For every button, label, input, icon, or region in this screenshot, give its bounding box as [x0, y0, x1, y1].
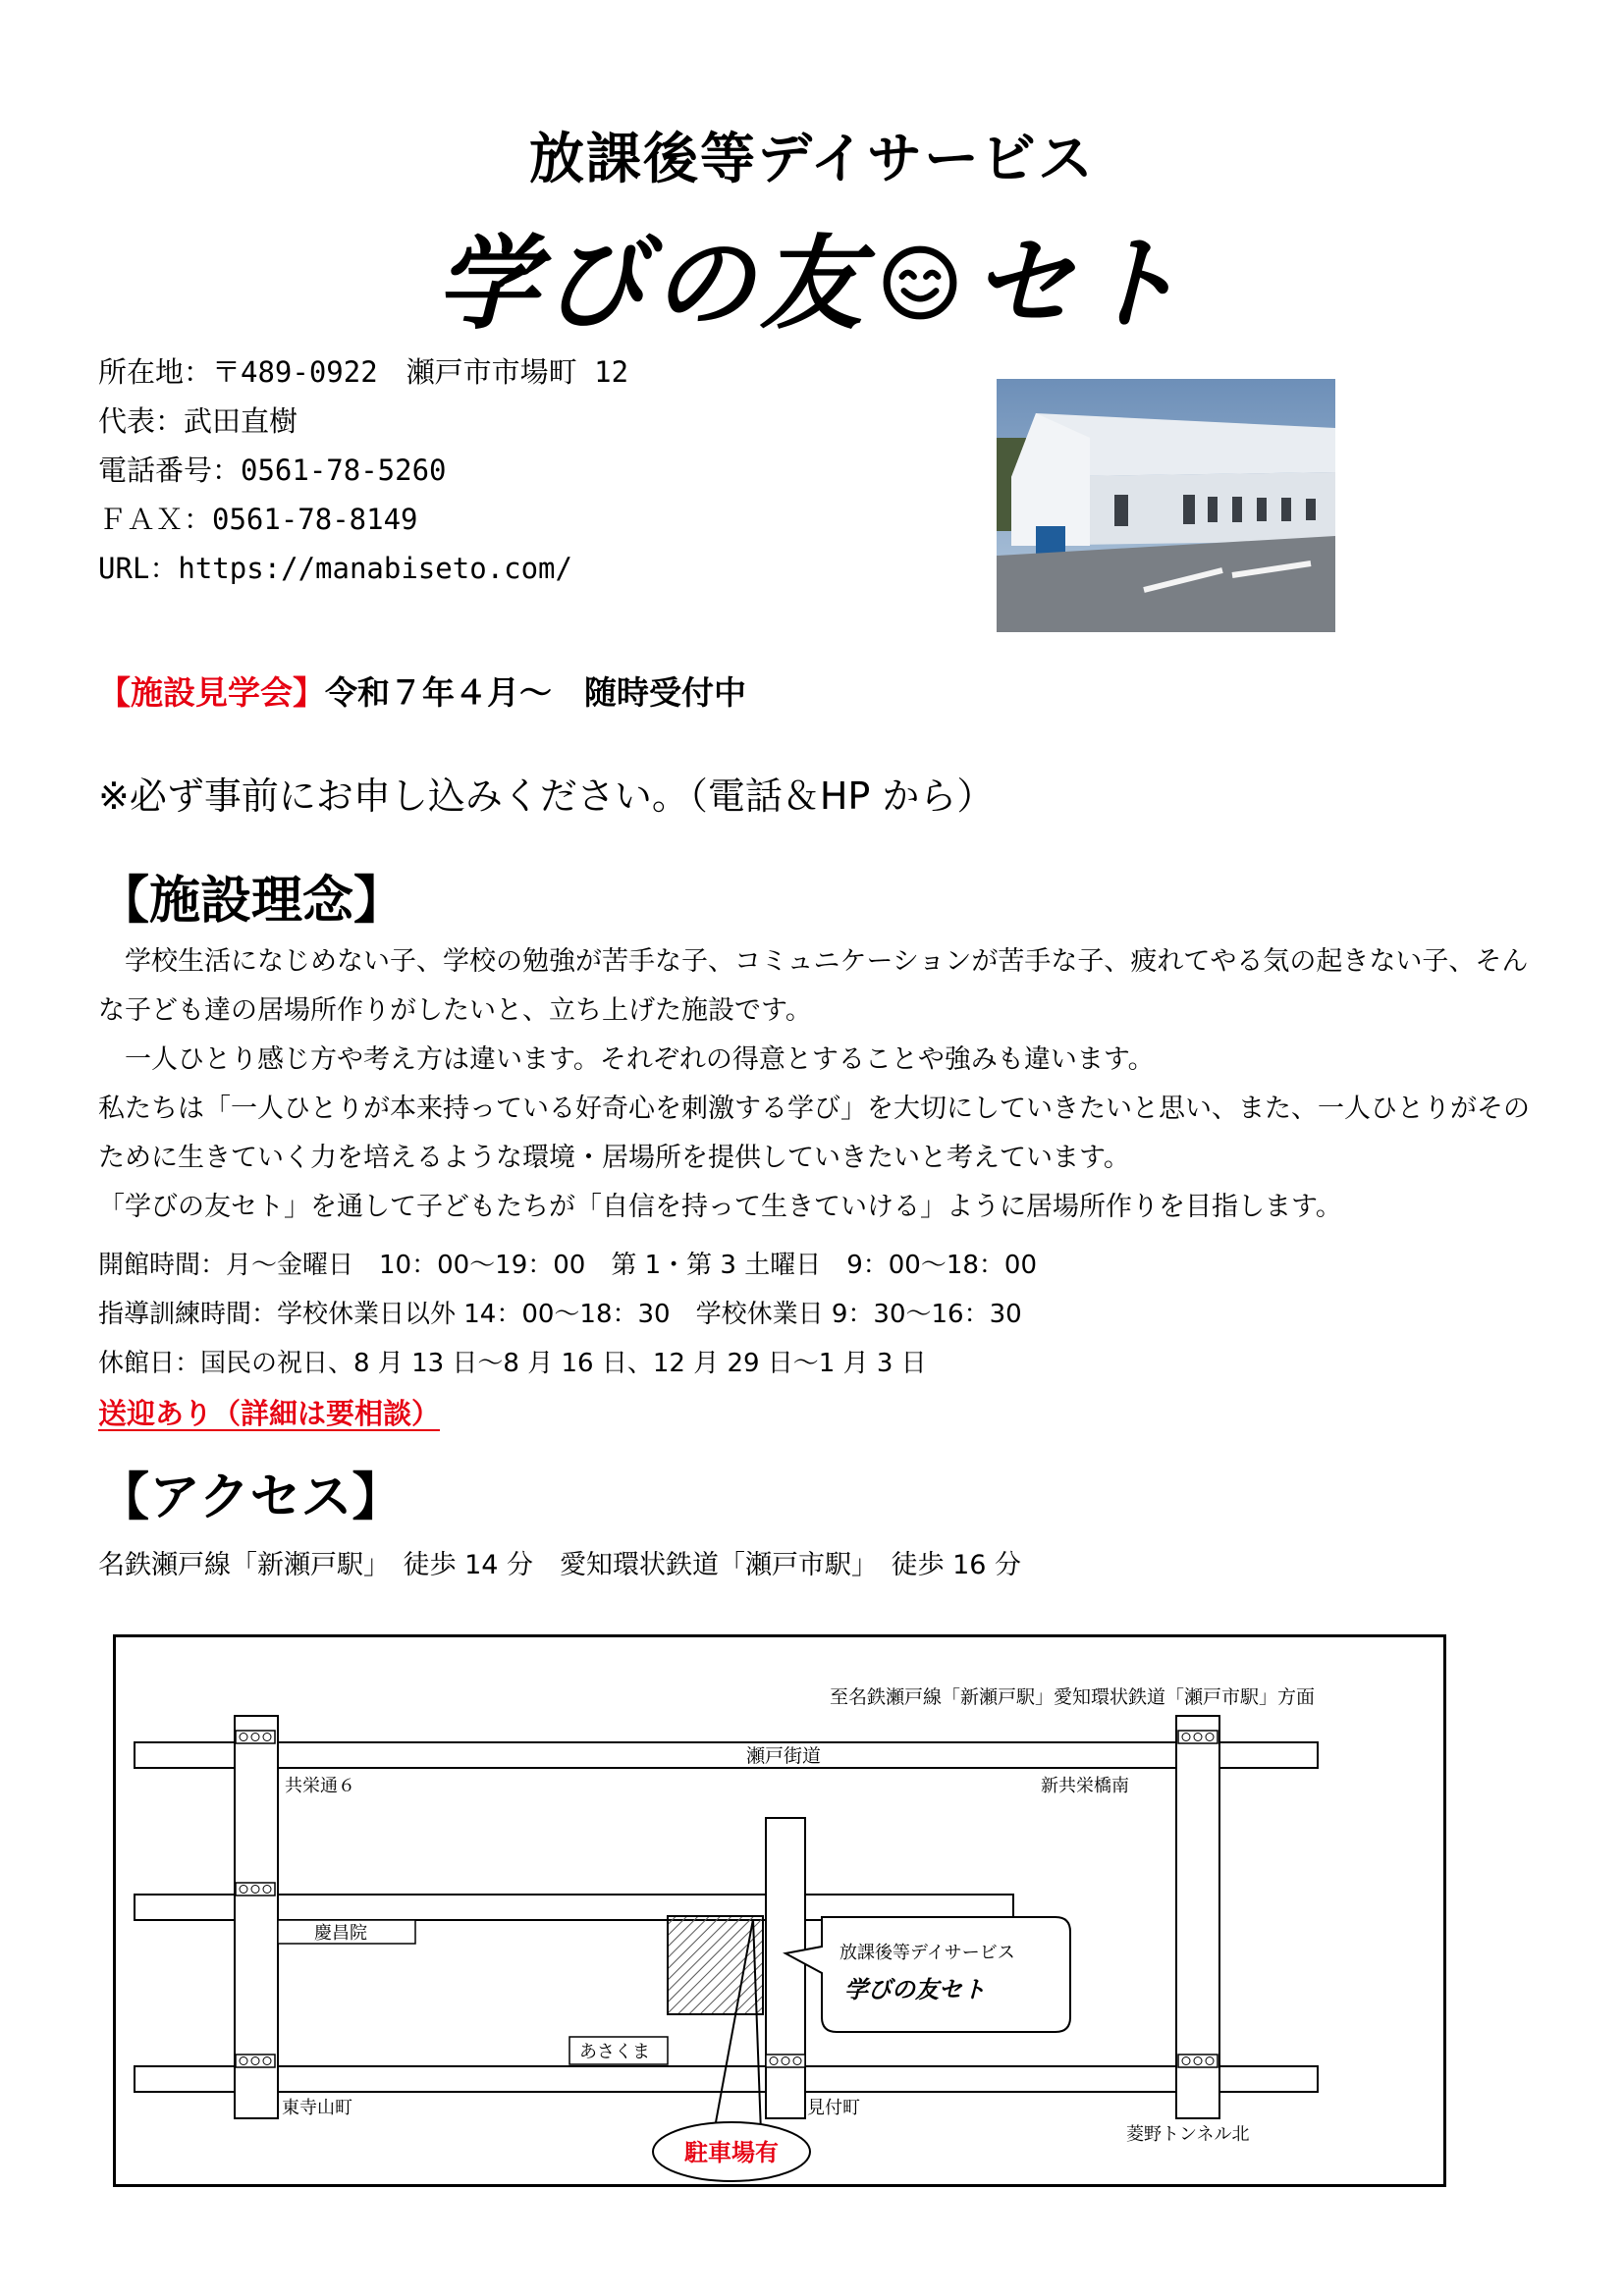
- access-map: [113, 1634, 1448, 2193]
- closed-days: 休館日：国民の祝日、8 月 13 日～8 月 16 日、12 月 29 日～1 月 3 日: [98, 1349, 927, 1378]
- website-url: URL：https://manabiseto.com/: [98, 552, 572, 585]
- intersection-mitsuke: 見付町: [807, 2098, 860, 2118]
- philosophy-paragraph: 学校生活になじめない子、学校の勉強が苦手な子、コミュニケーションが苦手な子、疲れてやる気の起きない子、そんな子ども達の居場所作りがしたいと、立ち上げた施設です。: [98, 946, 1529, 1026]
- traffic-light-icon: [1178, 2055, 1218, 2067]
- callout-title: 学びの友セト: [844, 1976, 986, 2003]
- intersection-hishino: 菱野トンネル北: [1126, 2124, 1250, 2145]
- reservation-notice: ※必ず事前にお申し込みください。（電話＆HP から）: [98, 774, 995, 818]
- facility-tour: [98, 667, 746, 714]
- traffic-light-icon: [1178, 1731, 1218, 1743]
- building-photo: [997, 379, 1335, 632]
- phone-number: 電話番号：0561-78-5260: [98, 454, 447, 487]
- page-subtitle: 放課後等デイサービス: [528, 128, 1096, 191]
- access-text: 名鉄瀬戸線「新瀬戸駅」 徒歩 14 分 愛知環状鉄道「瀬戸市駅」 徒歩 16 分: [98, 1550, 1022, 1580]
- parking-label: 駐車場有: [684, 2139, 779, 2166]
- fax-number: ＦＡＸ：0561-78-8149: [98, 503, 418, 536]
- traffic-light-icon: [236, 1883, 275, 1896]
- road-seto-kaido: [135, 1742, 1318, 1768]
- tour-label: 【施設見学会】: [98, 673, 325, 712]
- philosophy-paragraph: 私たちは「一人ひとりが本来持っている好奇心を刺激する学び」を大切にしていきたいと思い、また、一人ひとりがそのために生きていく力を培えるような環境・居場所を提供していきたいと考えています。: [98, 1094, 1530, 1173]
- philosophy-paragraph: 一人ひとり感じ方や考え方は違います。それぞれの得意とすることや強みも違います。: [98, 1044, 1155, 1075]
- philosophy-heading: 【施設理念】: [98, 872, 406, 931]
- address: 所在地：〒489-0922 瀬戸市市場町 12: [98, 355, 629, 389]
- page-title: [0, 201, 1624, 348]
- callout-subtitle: 放課後等デイサービス: [839, 1943, 1015, 1963]
- tour-text: 令和７年４月～ 随時受付中: [325, 673, 746, 712]
- pickup-service: 送迎あり（詳細は要相談）: [98, 1397, 441, 1430]
- smile-logo-icon: [880, 242, 960, 323]
- access-heading: 【アクセス】: [98, 1468, 404, 1527]
- traffic-light-icon: [236, 2055, 275, 2067]
- traffic-light-icon: [236, 1731, 275, 1743]
- philosophy-paragraph: 「学びの友セト」を通して子どもたちが「自信を持って生きていける」ように居場所作りを目指します。: [98, 1192, 1342, 1222]
- keishoin-label: 慶昌院: [314, 1923, 367, 1944]
- philosophy-text: [98, 937, 1551, 1232]
- traffic-light-icon: [766, 2055, 805, 2067]
- direction-label: 至名鉄瀬戸線「新瀬戸駅」愛知環状鉄道「瀬戸市駅」方面: [830, 1686, 1316, 1708]
- title-text: 学びの友: [435, 223, 868, 344]
- road-name-seto-kaido: 瀬戸街道: [746, 1745, 822, 1767]
- intersection-kyoei: 共栄通６: [285, 1776, 355, 1796]
- intersection-higashiterayama: 東寺山町: [282, 2098, 352, 2118]
- opening-hours: 開館時間：月～金曜日 10：00～19：00 第 1・第 3 土曜日 9：00～18：00: [98, 1251, 1038, 1280]
- title-suffix: セト: [972, 223, 1189, 344]
- facility-callout: [785, 1917, 1070, 2032]
- facility-building: [668, 1916, 763, 2014]
- training-hours: 指導訓練時間：学校休業日以外 14：00～18：30 学校休業日 9：30～16：30: [98, 1300, 1022, 1329]
- asakuma-label: あさくま: [579, 2042, 650, 2062]
- intersection-shinkyoei: 新共栄橋南: [1041, 1776, 1129, 1796]
- representative: 代表：武田直樹: [98, 404, 298, 438]
